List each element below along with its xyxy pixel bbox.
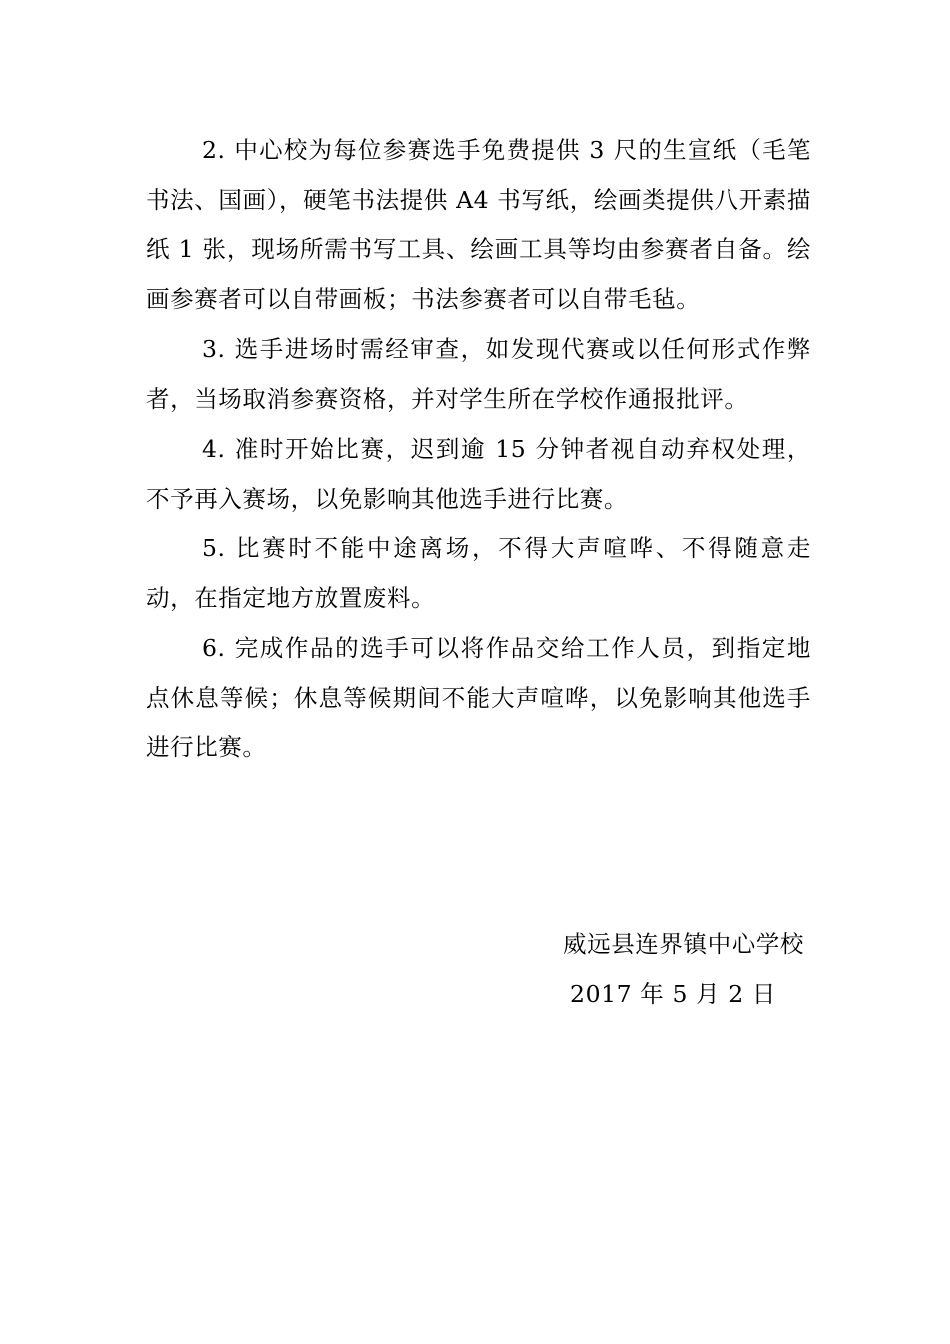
rule-paragraph-2: 2. 中心校为每位参赛选手免费提供 3 尺的生宣纸（毛笔书法、国画），硬笔书法提供 A4 书写纸，绘画类提供八开素描纸 1 张，现场所需书写工具、绘画工具等均由参赛者自备。绘画参赛者可以自带画板；书法参赛者可以自带毛毡。	[146, 136, 811, 313]
signature-date: 2017 年 5 月 2 日	[570, 980, 776, 1008]
rule-paragraph-5: 5. 比赛时不能中途离场，不得大声喧哗、不得随意走动，在指定地方放置废料。	[146, 534, 811, 612]
rule-paragraph-4: 4. 准时开始比赛，迟到逾 15 分钟者视自动弃权处理，不予再入赛场，以免影响其他选手进行比赛。	[146, 435, 811, 513]
rule-paragraph-3: 3. 选手进场时需经审查，如发现代赛或以任何形式作弊者，当场取消参赛资格，并对学生所在学校作通报批评。	[146, 335, 811, 413]
rule-paragraph-6: 6. 完成作品的选手可以将作品交给工作人员，到指定地点休息等候；休息等候期间不能大声喧哗，以免影响其他选手进行比赛。	[146, 634, 811, 761]
signature-organization: 威远县连界镇中心学校	[563, 930, 804, 958]
